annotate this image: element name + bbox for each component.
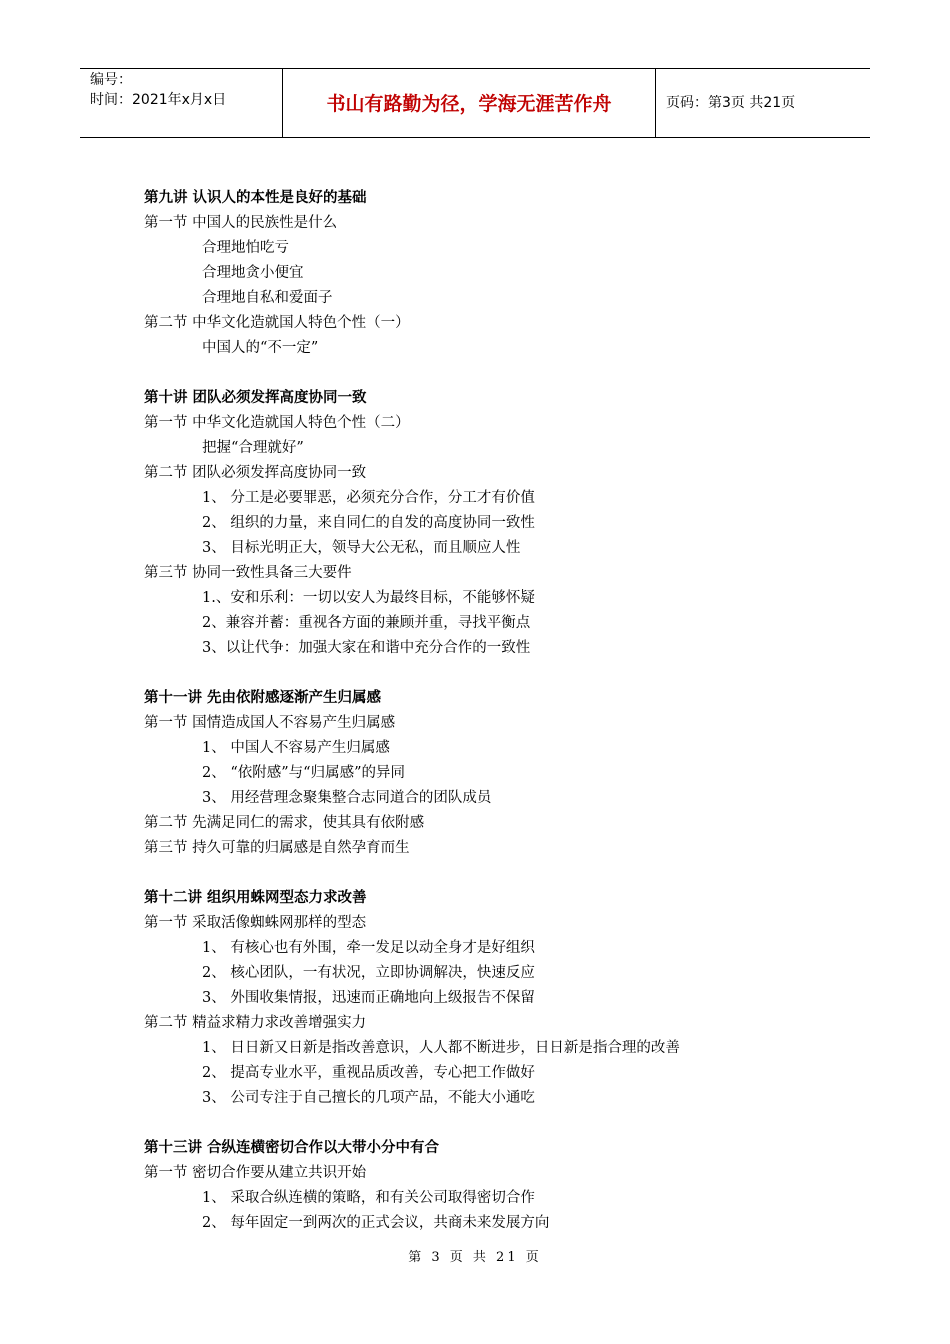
list-item: 2、 组织的力量，来自同仁的自发的高度协同一致性 — [202, 515, 535, 531]
header-page-code: 页码：第3页 共21页 — [666, 95, 796, 111]
list-item: 1、 分工是必要罪恶，必须充分合作，分工才有价值 — [202, 490, 535, 506]
lecture-heading: 第十讲 团队必须发挥高度协同一致 — [144, 390, 367, 406]
section-heading: 第一节 国情造成国人不容易产生归属感 — [144, 715, 396, 731]
list-item: 合理地怕吃亏 — [202, 240, 289, 256]
section-heading: 第二节 中华文化造就国人特色个性（一） — [144, 315, 410, 331]
section-heading: 第一节 中华文化造就国人特色个性（二） — [144, 415, 410, 431]
section-heading: 第一节 采取活像蜘蛛网那样的型态 — [144, 915, 367, 931]
list-item: 合理地贪小便宜 — [202, 265, 304, 281]
list-item: 把握“合理就好” — [202, 440, 304, 456]
header-motto-cell — [283, 69, 656, 137]
lecture-heading: 第九讲 认识人的本性是良好的基础 — [144, 190, 367, 206]
list-item: 2、兼容并蓄：重视各方面的兼顾并重，寻找平衡点 — [202, 615, 531, 631]
list-item: 2、 “依附感”与“归属感”的异同 — [202, 765, 405, 781]
lecture-heading: 第十三讲 合纵连横密切合作以大带小分中有合 — [144, 1140, 440, 1156]
section-heading: 第三节 持久可靠的归属感是自然孕育而生 — [144, 840, 410, 856]
section-heading: 第二节 先满足同仁的需求，使其具有依附感 — [144, 815, 425, 831]
list-item: 3、 目标光明正大，领导大公无私，而且顺应人性 — [202, 540, 521, 556]
list-item: 3、以让代争：加强大家在和谐中充分合作的一致性 — [202, 640, 531, 656]
lecture-heading: 第十一讲 先由依附感逐渐产生归属感 — [144, 690, 382, 706]
page-footer: 第 3 页 共 21 页 — [408, 1250, 542, 1265]
list-item: 合理地自私和爱面子 — [202, 290, 333, 306]
list-item: 1.、安和乐利：一切以安人为最终目标，不能够怀疑 — [202, 590, 535, 606]
blank-line — [144, 1111, 844, 1136]
list-item: 1、 日日新又日新是指改善意识，人人都不断进步，日日新是指合理的改善 — [202, 1040, 680, 1056]
section-heading: 第二节 团队必须发挥高度协同一致 — [144, 465, 367, 481]
lecture-heading: 第十二讲 组织用蛛网型态力求改善 — [144, 890, 367, 906]
page-header — [80, 68, 870, 138]
list-item: 2、 提高专业水平，重视品质改善，专心把工作做好 — [202, 1065, 535, 1081]
section-heading: 第一节 密切合作要从建立共识开始 — [144, 1165, 367, 1181]
list-item: 1、 有核心也有外围，牵一发足以动全身才是好组织 — [202, 940, 535, 956]
blank-line — [144, 361, 844, 386]
section-heading: 第三节 协同一致性具备三大要件 — [144, 565, 352, 581]
list-item: 3、 公司专注于自己擅长的几项产品，不能大小通吃 — [202, 1090, 535, 1106]
list-item: 2、 核心团队，一有状况，立即协调解决，快速反应 — [202, 965, 535, 981]
list-item: 1、 采取合纵连横的策略，和有关公司取得密切合作 — [202, 1190, 535, 1206]
header-motto: 书山有路勤为径，学海无涯苦作舟 — [326, 93, 612, 115]
time-label: 时间：2021年x月x日 — [90, 92, 227, 108]
section-heading: 第一节 中国人的民族性是什么 — [144, 215, 338, 231]
document-body — [144, 186, 844, 1236]
list-item: 3、 外围收集情报，迅速而正确地向上级报告不保留 — [202, 990, 535, 1006]
list-item: 2、 每年固定一到两次的正式会议，共商未来发展方向 — [202, 1215, 550, 1231]
list-item: 3、 用经营理念聚集整合志同道合的团队成员 — [202, 790, 492, 806]
blank-line — [144, 861, 844, 886]
header-page-cell — [656, 69, 870, 137]
blank-line — [144, 661, 844, 686]
serial-label: 编号： — [90, 72, 132, 88]
section-heading: 第二节 精益求精力求改善增强实力 — [144, 1015, 367, 1031]
list-item: 中国人的“不一定” — [202, 340, 319, 356]
list-item: 1、 中国人不容易产生归属感 — [202, 740, 390, 756]
header-meta-cell — [80, 69, 283, 137]
